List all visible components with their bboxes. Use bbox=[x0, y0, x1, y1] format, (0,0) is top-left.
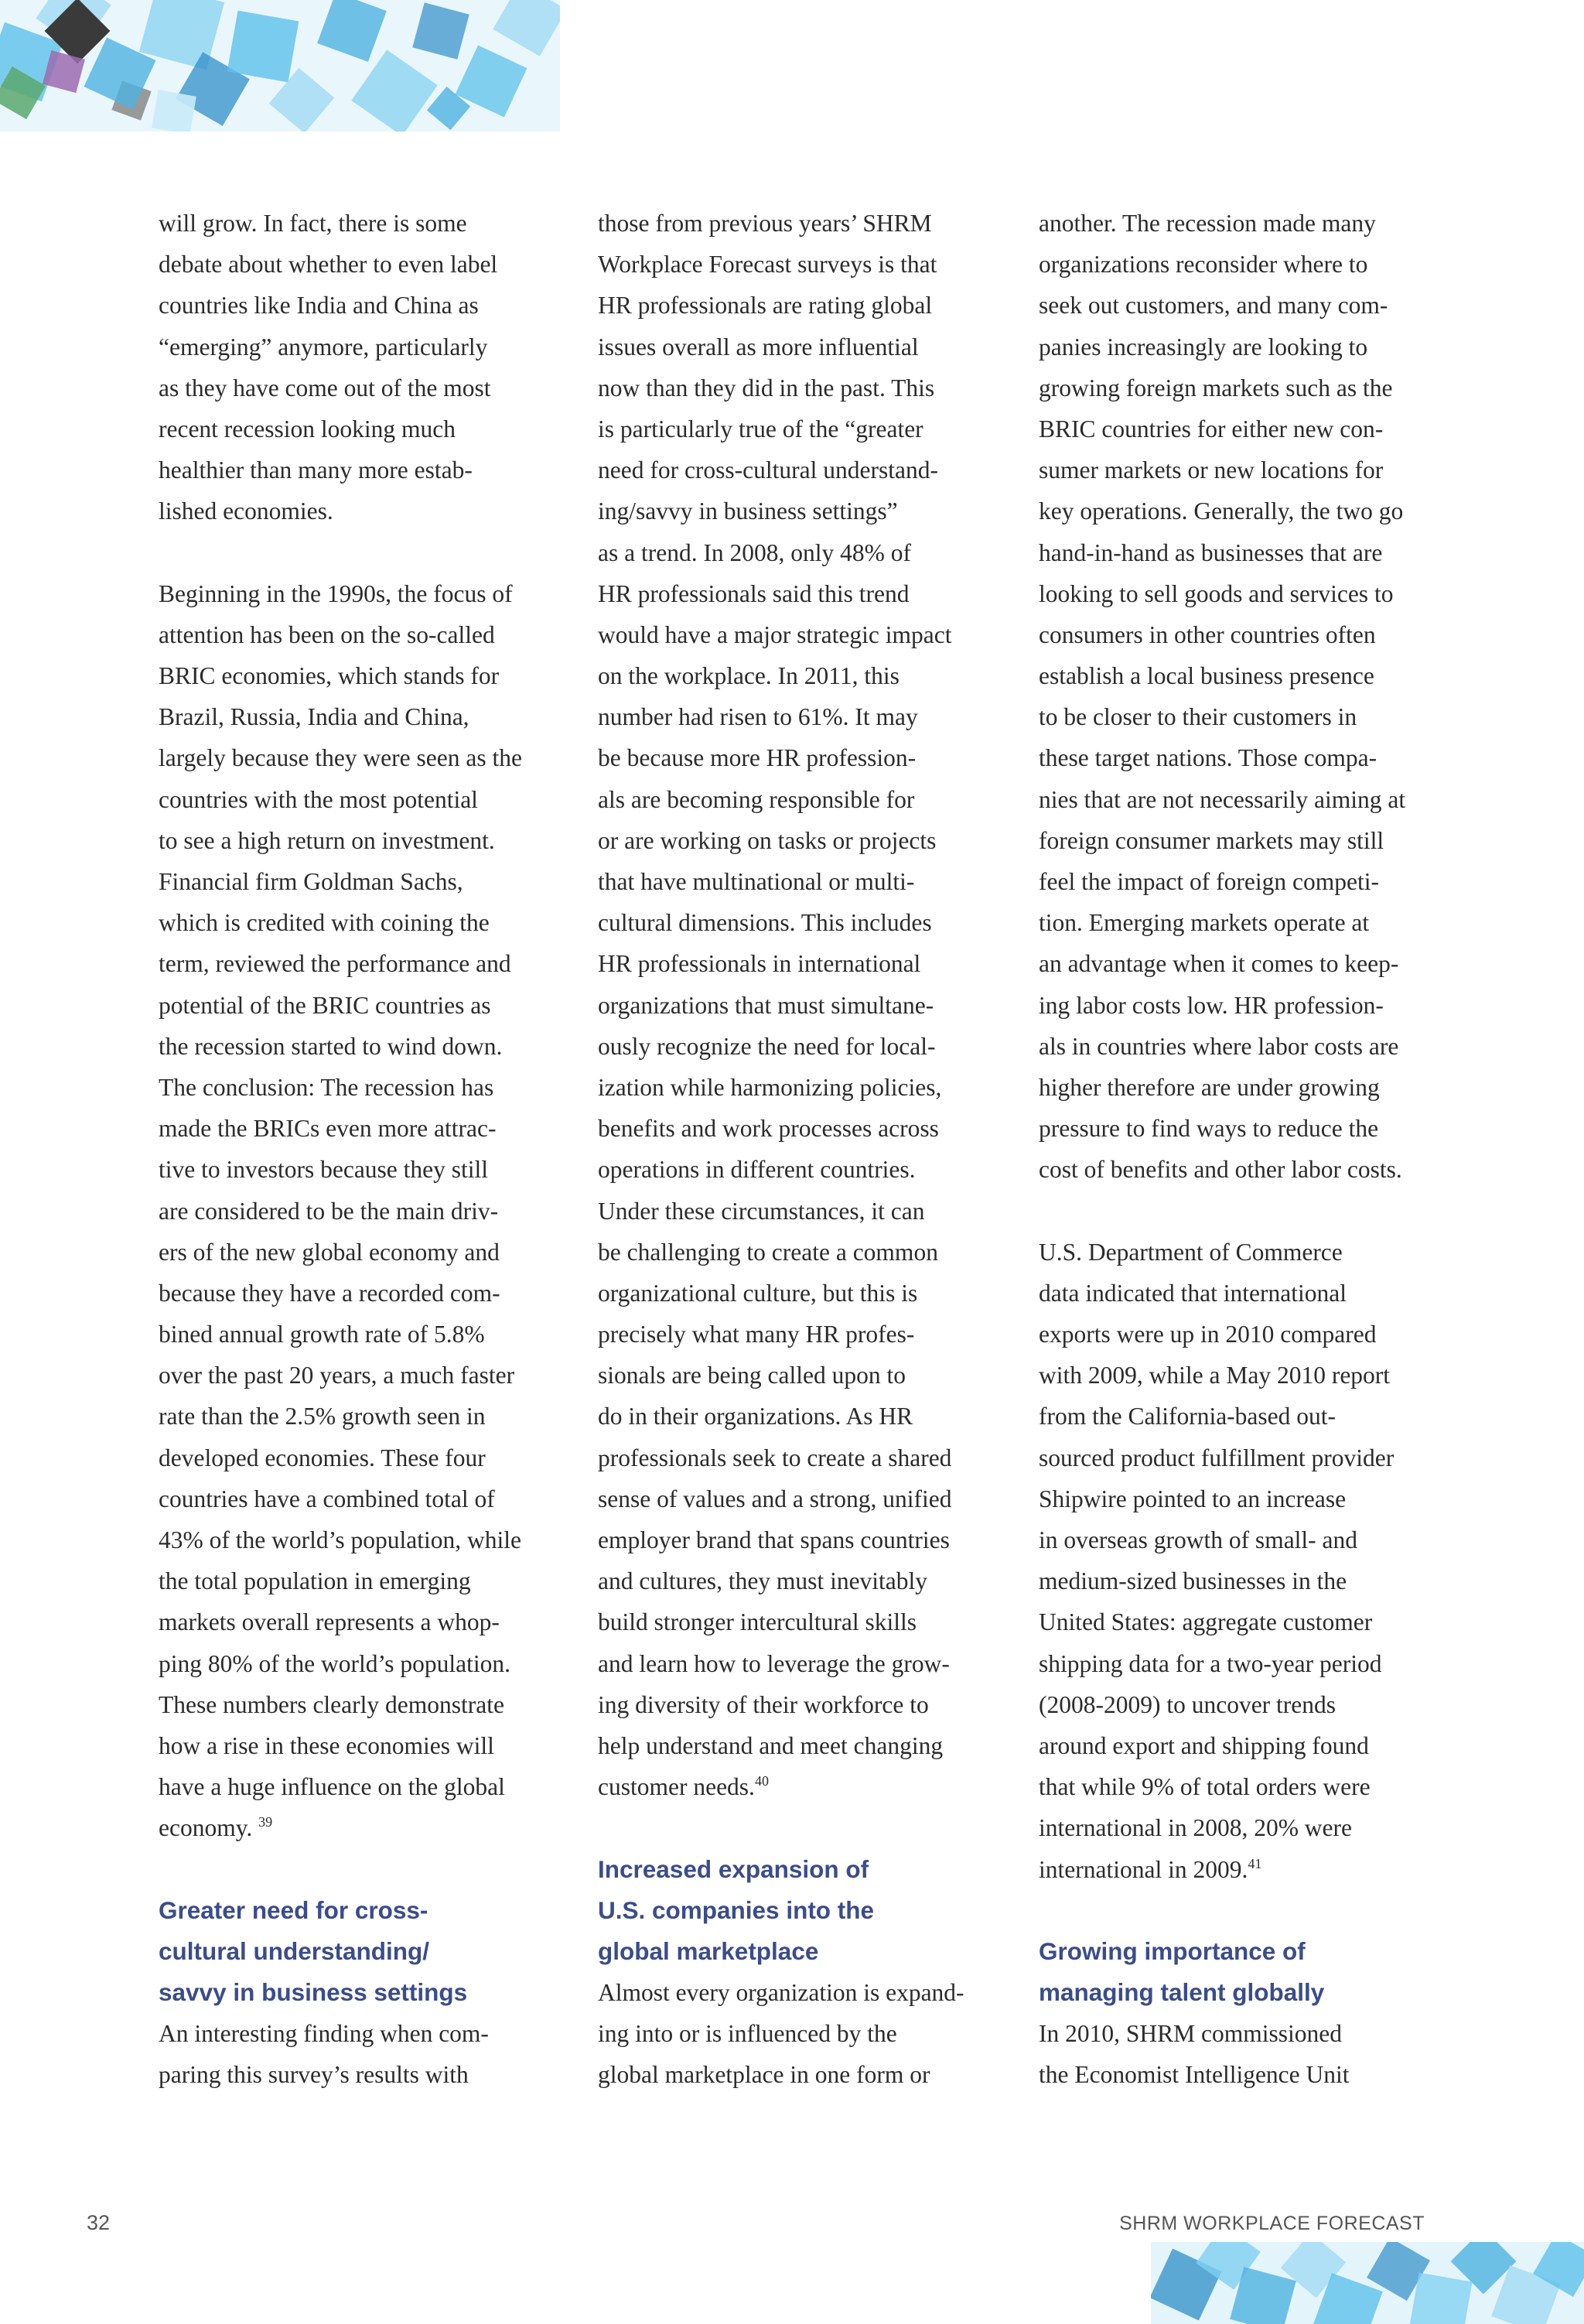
line-text: U.S. companies into the bbox=[598, 1895, 875, 1924]
footer-mosaic-decoration bbox=[1151, 2242, 1584, 2324]
body-text-line bbox=[159, 1478, 561, 1519]
body-text-line bbox=[1039, 532, 1441, 573]
section-heading-line bbox=[1039, 1931, 1441, 1972]
line-text: higher therefore are under growing bbox=[1039, 1073, 1380, 1101]
mosaic-top-graphic bbox=[0, 0, 560, 132]
line-text: global marketplace bbox=[598, 1936, 819, 1965]
body-text-line bbox=[1039, 1437, 1441, 1478]
line-text: hand-in-hand as businesses that are bbox=[1039, 538, 1383, 566]
line-text: ping 80% of the world’s population. bbox=[159, 1649, 510, 1677]
line-text: over the past 20 years, a much faster bbox=[159, 1362, 515, 1389]
body-text-line bbox=[159, 861, 561, 902]
body-text-line bbox=[1039, 1601, 1441, 1642]
line-text: savvy in business settings bbox=[159, 1978, 468, 2007]
line-text: HR professionals are rating global bbox=[598, 292, 933, 320]
line-text: Beginning in the 1990s, the focus of bbox=[159, 579, 513, 607]
line-text: pressure to find ways to reduce the bbox=[1039, 1115, 1379, 1143]
paragraph-spacer bbox=[159, 1849, 561, 1890]
body-text-line bbox=[598, 985, 1000, 1026]
body-text-line bbox=[1039, 1232, 1441, 1273]
body-text-line bbox=[1039, 737, 1441, 778]
body-text-line bbox=[1039, 1643, 1441, 1684]
section-heading-line bbox=[1039, 1972, 1441, 2013]
line-text: ing into or is influenced by the bbox=[598, 2020, 897, 2048]
line-text: sense of values and a strong, unified bbox=[598, 1485, 952, 1512]
mosaic-bottom-graphic bbox=[1151, 2242, 1584, 2324]
header-mosaic-decoration bbox=[0, 0, 560, 132]
line-text: paring this survey’s results with bbox=[159, 2061, 469, 2089]
body-text-line bbox=[1039, 655, 1441, 696]
paragraph-spacer bbox=[159, 532, 561, 573]
body-text-line bbox=[598, 408, 1000, 449]
page-number: 32 bbox=[87, 2211, 111, 2234]
line-text: term, reviewed the performance and bbox=[159, 950, 511, 978]
line-text: ization while harmonizing policies, bbox=[598, 1073, 942, 1101]
line-text: that while 9% of total orders were bbox=[1039, 1773, 1371, 1801]
line-text: countries like India and China as bbox=[159, 292, 479, 320]
body-text-line bbox=[1039, 1108, 1441, 1149]
body-text-line bbox=[1039, 943, 1441, 984]
body-text-line bbox=[1039, 1067, 1441, 1108]
line-text: or are working on tasks or projects bbox=[598, 826, 937, 854]
body-text-line bbox=[159, 614, 561, 655]
line-text: BRIC countries for either new con- bbox=[1039, 415, 1384, 443]
line-text: Under these circumstances, it can bbox=[598, 1197, 925, 1225]
body-text-line bbox=[159, 2054, 561, 2095]
body-text-line bbox=[159, 737, 561, 778]
body-text-line bbox=[159, 1643, 561, 1684]
line-text: largely because they were seen as the bbox=[159, 744, 522, 772]
line-text: sourced product fulfillment provider bbox=[1039, 1444, 1395, 1471]
body-text-line bbox=[159, 285, 561, 326]
body-text-line bbox=[598, 779, 1000, 820]
body-text-line bbox=[159, 820, 561, 861]
body-text-line bbox=[598, 1149, 1000, 1190]
body-text-line bbox=[598, 326, 1000, 367]
body-text-line bbox=[1039, 2054, 1441, 2095]
body-text-line bbox=[598, 1232, 1000, 1273]
body-text-line bbox=[1039, 779, 1441, 820]
running-footer: SHRM WORKPLACE FORECAST bbox=[1119, 2213, 1425, 2234]
line-text: countries have a combined total of bbox=[159, 1485, 495, 1512]
line-text: organizations that must simultane- bbox=[598, 991, 934, 1019]
body-text-line bbox=[159, 655, 561, 696]
line-text: als in countries where labor costs are bbox=[1039, 1032, 1399, 1060]
line-text: ing diversity of their workforce to bbox=[598, 1690, 929, 1718]
line-text: An interesting finding when com- bbox=[159, 2020, 489, 2048]
line-text: United States: aggregate customer bbox=[1039, 1608, 1373, 1636]
line-text: have a huge influence on the global bbox=[159, 1773, 505, 1801]
line-text: international in 2009. bbox=[1039, 1855, 1248, 1883]
line-text: to be closer to their customers in bbox=[1039, 703, 1357, 731]
line-text: around export and shipping found bbox=[1039, 1731, 1369, 1759]
body-text-line bbox=[598, 943, 1000, 984]
body-text-line bbox=[1039, 1396, 1441, 1437]
body-text-line bbox=[598, 1437, 1000, 1478]
line-text: need for cross-cultural understand- bbox=[598, 456, 938, 484]
body-text-line bbox=[598, 2054, 1000, 2095]
line-text: exports were up in 2010 compared bbox=[1039, 1321, 1377, 1348]
line-text: Growing importance of bbox=[1039, 1936, 1306, 1965]
line-text: Increased expansion of bbox=[598, 1854, 869, 1883]
line-text: bined annual growth rate of 5.8% bbox=[159, 1321, 485, 1348]
section-heading-line bbox=[159, 1972, 561, 2013]
body-text-line bbox=[598, 1478, 1000, 1519]
text-column-2 bbox=[598, 203, 1000, 2096]
line-text: recent recession looking much bbox=[159, 415, 456, 443]
line-text: as a trend. In 2008, only 48% of bbox=[598, 538, 912, 566]
body-text-line bbox=[598, 1396, 1000, 1437]
line-text: now than they did in the past. This bbox=[598, 374, 935, 402]
body-text-line bbox=[598, 655, 1000, 696]
line-text: tion. Emerging markets operate at bbox=[1039, 909, 1370, 937]
line-text: that have multinational or multi- bbox=[598, 868, 915, 895]
paragraph-spacer bbox=[598, 1807, 1000, 1848]
line-text: sionals are being called upon to bbox=[598, 1362, 906, 1389]
line-text: precisely what many HR profes- bbox=[598, 1321, 915, 1348]
line-text: the total population in emerging bbox=[159, 1567, 471, 1595]
body-text-line bbox=[598, 696, 1000, 737]
section-heading-line bbox=[159, 1931, 561, 1972]
body-text-line bbox=[598, 203, 1000, 244]
line-text: rate than the 2.5% growth seen in bbox=[159, 1403, 486, 1430]
body-text-line bbox=[1039, 1273, 1441, 1314]
line-text: developed economies. These four bbox=[159, 1444, 486, 1471]
body-text-line bbox=[598, 1191, 1000, 1232]
body-text-line bbox=[1039, 861, 1441, 902]
body-text-line bbox=[598, 1643, 1000, 1684]
line-text: U.S. Department of Commerce bbox=[1039, 1238, 1343, 1266]
body-text-line bbox=[598, 1519, 1000, 1560]
line-text: foreign consumer markets may still bbox=[1039, 826, 1384, 854]
line-text: in overseas growth of small- and bbox=[1039, 1526, 1358, 1553]
line-text: global marketplace in one form or bbox=[598, 2061, 930, 2089]
text-column-1 bbox=[159, 203, 561, 2096]
body-text-line bbox=[159, 203, 561, 244]
line-text: ers of the new global economy and bbox=[159, 1238, 500, 1266]
line-text: on the workplace. In 2011, this bbox=[598, 662, 900, 690]
line-text: Financial firm Goldman Sachs, bbox=[159, 868, 463, 895]
line-text: be challenging to create a common bbox=[598, 1238, 938, 1266]
line-text: Almost every organization is expand- bbox=[598, 1979, 964, 2007]
body-text-line bbox=[1039, 1725, 1441, 1766]
body-text-line bbox=[159, 244, 561, 285]
line-text: cost of benefits and other labor costs. bbox=[1039, 1156, 1402, 1184]
body-text-line bbox=[159, 1807, 561, 1848]
body-text-line bbox=[598, 1067, 1000, 1108]
section-heading-line bbox=[598, 1890, 1000, 1931]
body-text-line bbox=[1039, 820, 1441, 861]
body-text-line bbox=[1039, 1355, 1441, 1396]
line-text: In 2010, SHRM commissioned bbox=[1039, 2020, 1343, 2048]
line-text: to see a high return on investment. bbox=[159, 826, 495, 854]
body-text-line bbox=[598, 1314, 1000, 1355]
paragraph-spacer bbox=[1039, 1191, 1441, 1232]
body-text-line bbox=[1039, 408, 1441, 449]
line-text: Brazil, Russia, India and China, bbox=[159, 703, 469, 731]
line-text: potential of the BRIC countries as bbox=[159, 991, 491, 1019]
body-text-line bbox=[159, 943, 561, 984]
line-text: are considered to be the main driv- bbox=[159, 1197, 499, 1225]
line-text: an advantage when it comes to keep- bbox=[1039, 950, 1399, 978]
body-text-line bbox=[159, 1396, 561, 1437]
body-text-line bbox=[1039, 326, 1441, 367]
body-text-line bbox=[1039, 614, 1441, 655]
body-text-line bbox=[159, 779, 561, 820]
body-text-line bbox=[1039, 902, 1441, 943]
body-text-line bbox=[598, 449, 1000, 490]
body-text-line bbox=[1039, 985, 1441, 1026]
body-text-line bbox=[1039, 244, 1441, 285]
body-text-line bbox=[1039, 1026, 1441, 1067]
body-text-line bbox=[1039, 490, 1441, 531]
footnote-reference: 40 bbox=[754, 1773, 769, 1789]
line-text: HR professionals in international bbox=[598, 950, 921, 978]
body-text-line bbox=[1039, 1807, 1441, 1848]
line-text: how a rise in these economies will bbox=[159, 1731, 494, 1759]
body-text-line bbox=[598, 902, 1000, 943]
line-text: sumer markets or new locations for bbox=[1039, 456, 1384, 484]
body-text-line bbox=[159, 326, 561, 367]
body-text-line bbox=[159, 573, 561, 614]
body-text-line bbox=[598, 573, 1000, 614]
body-text-line bbox=[598, 1108, 1000, 1149]
body-text-line bbox=[159, 1273, 561, 1314]
body-text-line bbox=[598, 367, 1000, 408]
body-text-line bbox=[598, 1026, 1000, 1067]
line-text: ing labor costs low. HR profession- bbox=[1039, 991, 1384, 1019]
body-text-line bbox=[159, 1355, 561, 1396]
line-text: build stronger intercultural skills bbox=[598, 1608, 917, 1636]
body-text-line bbox=[598, 820, 1000, 861]
body-text-line bbox=[159, 1067, 561, 1108]
line-text: “emerging” anymore, particularly bbox=[159, 333, 488, 361]
footnote-reference: 41 bbox=[1248, 1855, 1262, 1871]
body-text-line bbox=[159, 1108, 561, 1149]
footnote-reference: 39 bbox=[258, 1814, 273, 1830]
body-text-line bbox=[1039, 1519, 1441, 1560]
body-text-line bbox=[598, 1355, 1000, 1396]
body-text-line bbox=[598, 1601, 1000, 1642]
body-text-line bbox=[159, 1232, 561, 1273]
line-text: help understand and meet changing bbox=[598, 1731, 944, 1759]
line-text: another. The recession made many bbox=[1039, 210, 1376, 237]
body-text-line bbox=[159, 1601, 561, 1642]
line-text: countries with the most potential bbox=[159, 785, 478, 813]
line-text: because they have a recorded com- bbox=[159, 1279, 500, 1307]
line-text: BRIC economies, which stands for bbox=[159, 662, 500, 690]
line-text: seek out customers, and many com- bbox=[1039, 292, 1388, 320]
line-text: will grow. In fact, there is some bbox=[159, 210, 467, 237]
body-text-line bbox=[159, 1026, 561, 1067]
body-text-line bbox=[159, 1560, 561, 1601]
paragraph-spacer bbox=[1039, 1890, 1441, 1931]
body-text-line bbox=[1039, 1478, 1441, 1519]
body-text-line bbox=[159, 902, 561, 943]
line-text: customer needs. bbox=[598, 1773, 755, 1801]
body-text-line bbox=[159, 1519, 561, 1560]
body-text-line bbox=[598, 2013, 1000, 2054]
line-text: and learn how to leverage the grow- bbox=[598, 1649, 950, 1677]
section-heading-line bbox=[159, 1890, 561, 1931]
body-text-line bbox=[159, 1684, 561, 1725]
line-text: attention has been on the so-called bbox=[159, 620, 495, 648]
line-text: Greater need for cross- bbox=[159, 1895, 428, 1924]
line-text: which is credited with coining the bbox=[159, 909, 490, 937]
line-text: Shipwire pointed to an increase bbox=[1039, 1485, 1347, 1512]
line-text: feel the impact of foreign competi- bbox=[1039, 868, 1379, 895]
body-text-line bbox=[598, 1766, 1000, 1807]
line-text: do in their organizations. As HR bbox=[598, 1403, 913, 1430]
line-text: cultural understanding/ bbox=[159, 1936, 430, 1965]
line-text: HR professionals said this trend bbox=[598, 579, 910, 607]
line-text: shipping data for a two-year period bbox=[1039, 1649, 1382, 1677]
line-text: als are becoming responsible for bbox=[598, 785, 915, 813]
body-text-line bbox=[598, 1972, 1000, 2013]
line-text: 43% of the world’s population, while bbox=[159, 1526, 521, 1553]
line-text: the Economist Intelligence Unit bbox=[1039, 2061, 1350, 2089]
line-text: operations in different countries. bbox=[598, 1156, 916, 1184]
body-text-line bbox=[159, 985, 561, 1026]
body-text-line bbox=[598, 861, 1000, 902]
line-text: cultural dimensions. This includes bbox=[598, 909, 932, 937]
line-text: The conclusion: The recession has bbox=[159, 1073, 494, 1101]
line-text: these target nations. Those compa- bbox=[1039, 744, 1377, 772]
line-text: managing talent globally bbox=[1039, 1978, 1325, 2007]
line-text: consumers in other countries often bbox=[1039, 620, 1376, 648]
body-text-line bbox=[159, 2013, 561, 2054]
line-text: medium-sized businesses in the bbox=[1039, 1567, 1347, 1595]
section-heading-line bbox=[598, 1849, 1000, 1890]
line-text: with 2009, while a May 2010 report bbox=[1039, 1362, 1391, 1389]
line-text: professionals seek to create a shared bbox=[598, 1444, 952, 1471]
line-text: ously recognize the need for local- bbox=[598, 1032, 936, 1060]
body-text-line bbox=[1039, 285, 1441, 326]
body-text-line bbox=[598, 1273, 1000, 1314]
body-text-line bbox=[1039, 367, 1441, 408]
line-text: healthier than many more estab- bbox=[159, 456, 473, 484]
body-text-line bbox=[159, 408, 561, 449]
body-text-line bbox=[598, 285, 1000, 326]
line-text: would have a major strategic impact bbox=[598, 620, 952, 648]
line-text: those from previous years’ SHRM bbox=[598, 210, 932, 237]
body-text-line bbox=[1039, 1684, 1441, 1725]
body-text-line bbox=[598, 490, 1000, 531]
line-text: These numbers clearly demonstrate bbox=[159, 1690, 504, 1718]
body-text-line bbox=[1039, 203, 1441, 244]
body-text-line bbox=[159, 449, 561, 490]
line-text: the recession started to wind down. bbox=[159, 1032, 503, 1060]
body-text-line bbox=[1039, 449, 1441, 490]
line-text: nies that are not necessarily aiming at bbox=[1039, 785, 1406, 813]
body-text-line bbox=[598, 614, 1000, 655]
line-text: (2008-2009) to uncover trends bbox=[1039, 1690, 1336, 1718]
line-text: organizational culture, but this is bbox=[598, 1279, 918, 1307]
line-text: panies increasingly are looking to bbox=[1039, 333, 1368, 361]
body-text-line bbox=[1039, 1149, 1441, 1190]
line-text: debate about whether to even label bbox=[159, 251, 498, 279]
text-column-3 bbox=[1039, 203, 1441, 2096]
line-text: economy. bbox=[159, 1814, 259, 1842]
line-text: key operations. Generally, the two go bbox=[1039, 497, 1404, 525]
line-text: is particularly true of the “greater bbox=[598, 415, 923, 443]
line-text: ing/savvy in business settings” bbox=[598, 497, 898, 525]
body-text-line bbox=[159, 696, 561, 737]
line-text: tive to investors because they still bbox=[159, 1156, 489, 1184]
body-text-line bbox=[1039, 696, 1441, 737]
line-text: organizations reconsider where to bbox=[1039, 251, 1368, 279]
body-text-line bbox=[159, 490, 561, 531]
line-text: made the BRICs even more attrac- bbox=[159, 1115, 497, 1143]
line-text: looking to sell goods and services to bbox=[1039, 579, 1394, 607]
line-text: as they have come out of the most bbox=[159, 374, 491, 402]
line-text: employer brand that spans countries bbox=[598, 1526, 950, 1553]
body-text-line bbox=[1039, 2013, 1441, 2054]
line-text: data indicated that international bbox=[1039, 1279, 1347, 1307]
line-text: issues overall as more influential bbox=[598, 333, 919, 361]
line-text: be because more HR profession- bbox=[598, 744, 917, 772]
line-text: and cultures, they must inevitably bbox=[598, 1567, 928, 1595]
body-text-line bbox=[1039, 1560, 1441, 1601]
body-text-line bbox=[598, 737, 1000, 778]
line-text: Workplace Forecast surveys is that bbox=[598, 251, 937, 279]
line-text: markets overall represents a whop- bbox=[159, 1608, 500, 1636]
line-text: from the California-based out- bbox=[1039, 1403, 1336, 1430]
body-text-line bbox=[598, 532, 1000, 573]
body-text-line bbox=[159, 1725, 561, 1766]
body-text-line bbox=[1039, 1314, 1441, 1355]
body-text-line bbox=[1039, 1766, 1441, 1807]
section-heading-line bbox=[598, 1931, 1000, 1972]
body-text-line bbox=[159, 1191, 561, 1232]
line-text: international in 2008, 20% were bbox=[1039, 1814, 1353, 1842]
body-text-line bbox=[598, 1560, 1000, 1601]
body-text-line bbox=[159, 1314, 561, 1355]
body-text-line bbox=[598, 244, 1000, 285]
body-text-line bbox=[1039, 573, 1441, 614]
body-text-line bbox=[159, 367, 561, 408]
line-text: establish a local business presence bbox=[1039, 662, 1374, 690]
body-text-line bbox=[598, 1684, 1000, 1725]
line-text: growing foreign markets such as the bbox=[1039, 374, 1393, 402]
body-text-line bbox=[159, 1149, 561, 1190]
body-text-line bbox=[598, 1725, 1000, 1766]
line-text: number had risen to 61%. It may bbox=[598, 703, 918, 731]
line-text: benefits and work processes across bbox=[598, 1115, 939, 1143]
body-text-line bbox=[1039, 1849, 1441, 1890]
body-text-line bbox=[159, 1766, 561, 1807]
body-text-line bbox=[159, 1437, 561, 1478]
line-text: lished economies. bbox=[159, 497, 333, 525]
